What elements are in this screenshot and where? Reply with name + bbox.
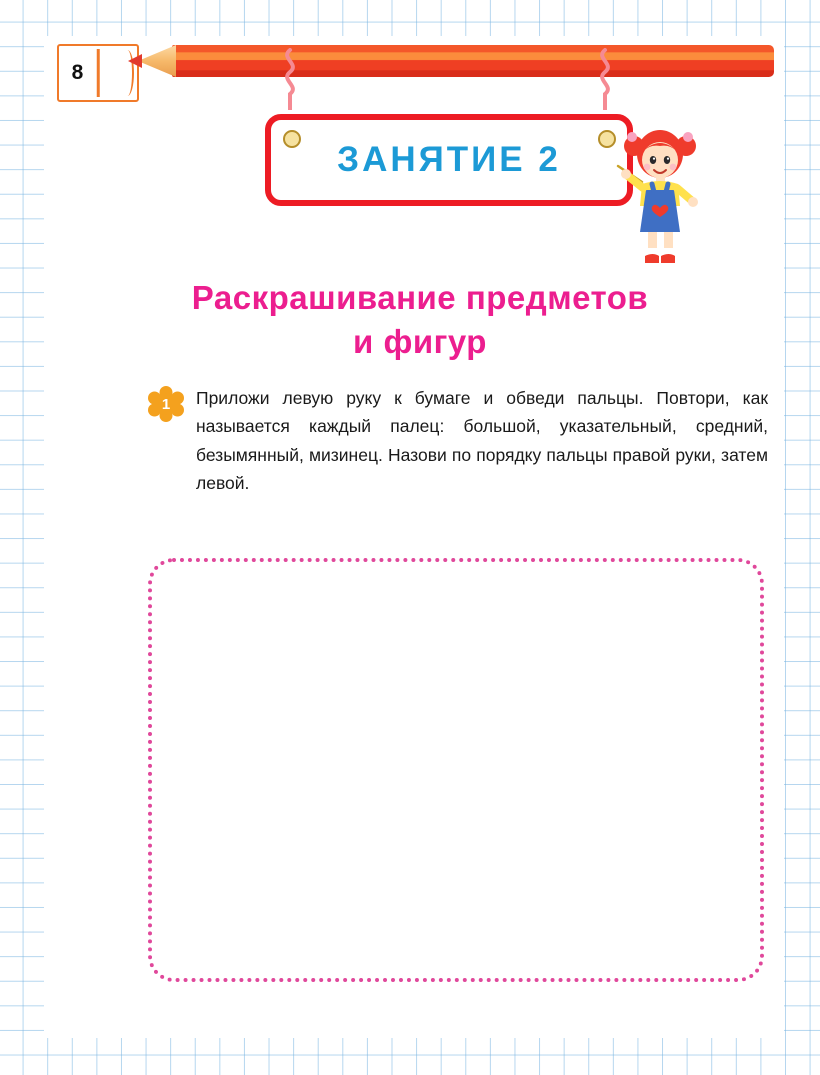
girl-mascot-illustration [612, 120, 708, 280]
string-left-icon [277, 48, 303, 110]
string-right-icon [592, 48, 618, 110]
task-text: Приложи левую руку к бумаге и обведи пальцы. Повтори, как называется каждый палец: большой, указательный, средний, безымянный, мизинец. Назови по порядку пальцы правой руки, затем левой. [196, 388, 768, 494]
eyelet-left-icon [283, 130, 301, 148]
task-block [148, 384, 768, 497]
task-number-badge [148, 386, 184, 422]
open-book-icon [57, 44, 139, 102]
task-number: 1 [161, 395, 171, 413]
pencil-tip [128, 54, 142, 68]
lesson-title: ЗАНЯТИЕ 2 [337, 140, 561, 179]
pencil-icon [128, 45, 774, 77]
drawing-area[interactable] [148, 558, 764, 982]
page-title-line-2: и фигур [353, 322, 487, 360]
lesson-title-box [265, 114, 633, 206]
page-title [120, 276, 720, 364]
page-number: 8 [71, 61, 84, 84]
pencil-body [172, 45, 774, 77]
page-title-line-1: Раскрашивание предметов [191, 279, 649, 316]
pencil-wood [138, 45, 176, 77]
